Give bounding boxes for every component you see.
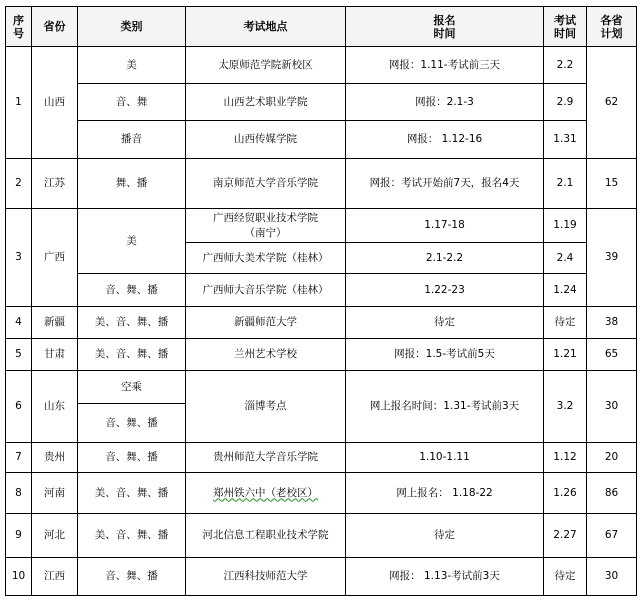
exam-time-cell: 2.4 — [544, 243, 587, 274]
location-cell: 广西师大音乐学院（桂林） — [186, 274, 346, 307]
category-cell: 美、音、舞、播 — [78, 473, 186, 514]
table-row — [6, 443, 637, 473]
plan-cell: 15 — [587, 159, 637, 209]
plan-cell: 30 — [587, 558, 637, 596]
category-cell: 音、舞 — [78, 84, 186, 121]
exam-time-cell: 1.26 — [544, 473, 587, 514]
location-cell: 山西传媒学院 — [186, 121, 346, 159]
signup-cell: 网报：考试开始前7天，报名4天 — [346, 159, 544, 209]
table-row — [6, 84, 637, 121]
province-cell: 贵州 — [32, 443, 78, 473]
header-category: 类别 — [78, 7, 186, 47]
signup-cell: 待定 — [346, 514, 544, 558]
plan-cell: 62 — [587, 47, 637, 159]
table-row — [6, 47, 637, 84]
location-cell: 郑州铁六中（老校区） — [186, 473, 346, 514]
category-cell: 美 — [78, 209, 186, 274]
signup-cell: 网报：1.5-考试前5天 — [346, 339, 544, 371]
header-plan: 各省 计划 — [587, 7, 637, 47]
exam-time-cell: 1.21 — [544, 339, 587, 371]
location-cell: 太原师范学院新校区 — [186, 47, 346, 84]
province-cell: 广西 — [32, 209, 78, 307]
location-cell: 淄博考点 — [186, 371, 346, 443]
signup-cell: 1.17-18 — [346, 209, 544, 243]
province-cell: 河南 — [32, 473, 78, 514]
plan-cell: 30 — [587, 371, 637, 443]
signup-cell: 待定 — [346, 307, 544, 339]
table-row — [6, 159, 637, 209]
plan-cell: 86 — [587, 473, 637, 514]
exam-schedule-table — [5, 6, 637, 596]
exam-time-cell: 待定 — [544, 307, 587, 339]
seq-cell: 1 — [6, 47, 32, 159]
signup-cell: 网上报名： 1.18-22 — [346, 473, 544, 514]
plan-cell: 39 — [587, 209, 637, 307]
exam-time-cell: 3.2 — [544, 371, 587, 443]
province-cell: 甘肃 — [32, 339, 78, 371]
table-row — [6, 339, 637, 371]
province-cell: 山西 — [32, 47, 78, 159]
category-cell: 播音 — [78, 121, 186, 159]
seq-cell: 8 — [6, 473, 32, 514]
exam-time-cell: 2.27 — [544, 514, 587, 558]
exam-time-cell: 1.12 — [544, 443, 587, 473]
signup-cell: 网报： 1.13-考试前3天 — [346, 558, 544, 596]
exam-time-cell: 2.9 — [544, 84, 587, 121]
category-cell: 舞、播 — [78, 159, 186, 209]
category-cell: 美、音、舞、播 — [78, 307, 186, 339]
location-cell: 兰州艺术学校 — [186, 339, 346, 371]
seq-cell: 4 — [6, 307, 32, 339]
category-cell: 音、舞、播 — [78, 558, 186, 596]
location-cell: 江西科技师范大学 — [186, 558, 346, 596]
province-cell: 山东 — [32, 371, 78, 443]
exam-time-cell: 2.1 — [544, 159, 587, 209]
category-cell: 音、舞、播 — [78, 443, 186, 473]
province-cell: 江西 — [32, 558, 78, 596]
location-cell: 南京师范大学音乐学院 — [186, 159, 346, 209]
header-row — [6, 7, 637, 47]
location-cell: 新疆师范大学 — [186, 307, 346, 339]
plan-cell: 67 — [587, 514, 637, 558]
category-cell: 美 — [78, 47, 186, 84]
category-cell: 音、舞、播 — [78, 404, 186, 443]
location-cell: 山西艺术职业学院 — [186, 84, 346, 121]
province-cell: 江苏 — [32, 159, 78, 209]
table-row — [6, 274, 637, 307]
header-province: 省份 — [32, 7, 78, 47]
header-location: 考试地点 — [186, 7, 346, 47]
province-cell: 新疆 — [32, 307, 78, 339]
exam-time-cell: 2.2 — [544, 47, 587, 84]
seq-cell: 2 — [6, 159, 32, 209]
table-row — [6, 307, 637, 339]
exam-time-cell: 待定 — [544, 558, 587, 596]
location-cell: 河北信息工程职业技术学院 — [186, 514, 346, 558]
category-cell: 音、舞、播 — [78, 274, 186, 307]
exam-time-cell: 1.31 — [544, 121, 587, 159]
plan-cell: 38 — [587, 307, 637, 339]
plan-cell: 20 — [587, 443, 637, 473]
table-row — [6, 558, 637, 596]
plan-cell: 65 — [587, 339, 637, 371]
category-cell: 空乘 — [78, 371, 186, 404]
table-row — [6, 209, 637, 243]
header-signup: 报名 时间 — [346, 7, 544, 47]
signup-cell: 网报：1.11-考试前三天 — [346, 47, 544, 84]
signup-cell: 1.10-1.11 — [346, 443, 544, 473]
exam-time-cell: 1.24 — [544, 274, 587, 307]
table-row — [6, 121, 637, 159]
location-cell: 贵州师范大学音乐学院 — [186, 443, 346, 473]
seq-cell: 9 — [6, 514, 32, 558]
exam-time-cell: 1.19 — [544, 209, 587, 243]
seq-cell: 10 — [6, 558, 32, 596]
header-seq: 序 号 — [6, 7, 32, 47]
signup-cell: 网上报名时间：1.31-考试前3天 — [346, 371, 544, 443]
seq-cell: 7 — [6, 443, 32, 473]
signup-cell: 2.1-2.2 — [346, 243, 544, 274]
category-cell: 美、音、舞、播 — [78, 514, 186, 558]
location-cell: 广西经贸职业技术学院 （南宁） — [186, 209, 346, 243]
seq-cell: 6 — [6, 371, 32, 443]
signup-cell: 网报： 1.12-16 — [346, 121, 544, 159]
signup-cell: 1.22-23 — [346, 274, 544, 307]
signup-cell: 网报：2.1-3 — [346, 84, 544, 121]
location-cell: 广西师大美术学院（桂林） — [186, 243, 346, 274]
province-cell: 河北 — [32, 514, 78, 558]
header-exam-time: 考试 时间 — [544, 7, 587, 47]
category-cell: 美、音、舞、播 — [78, 339, 186, 371]
seq-cell: 5 — [6, 339, 32, 371]
seq-cell: 3 — [6, 209, 32, 307]
table-row — [6, 514, 637, 558]
table-row — [6, 473, 637, 514]
table-row — [6, 371, 637, 404]
